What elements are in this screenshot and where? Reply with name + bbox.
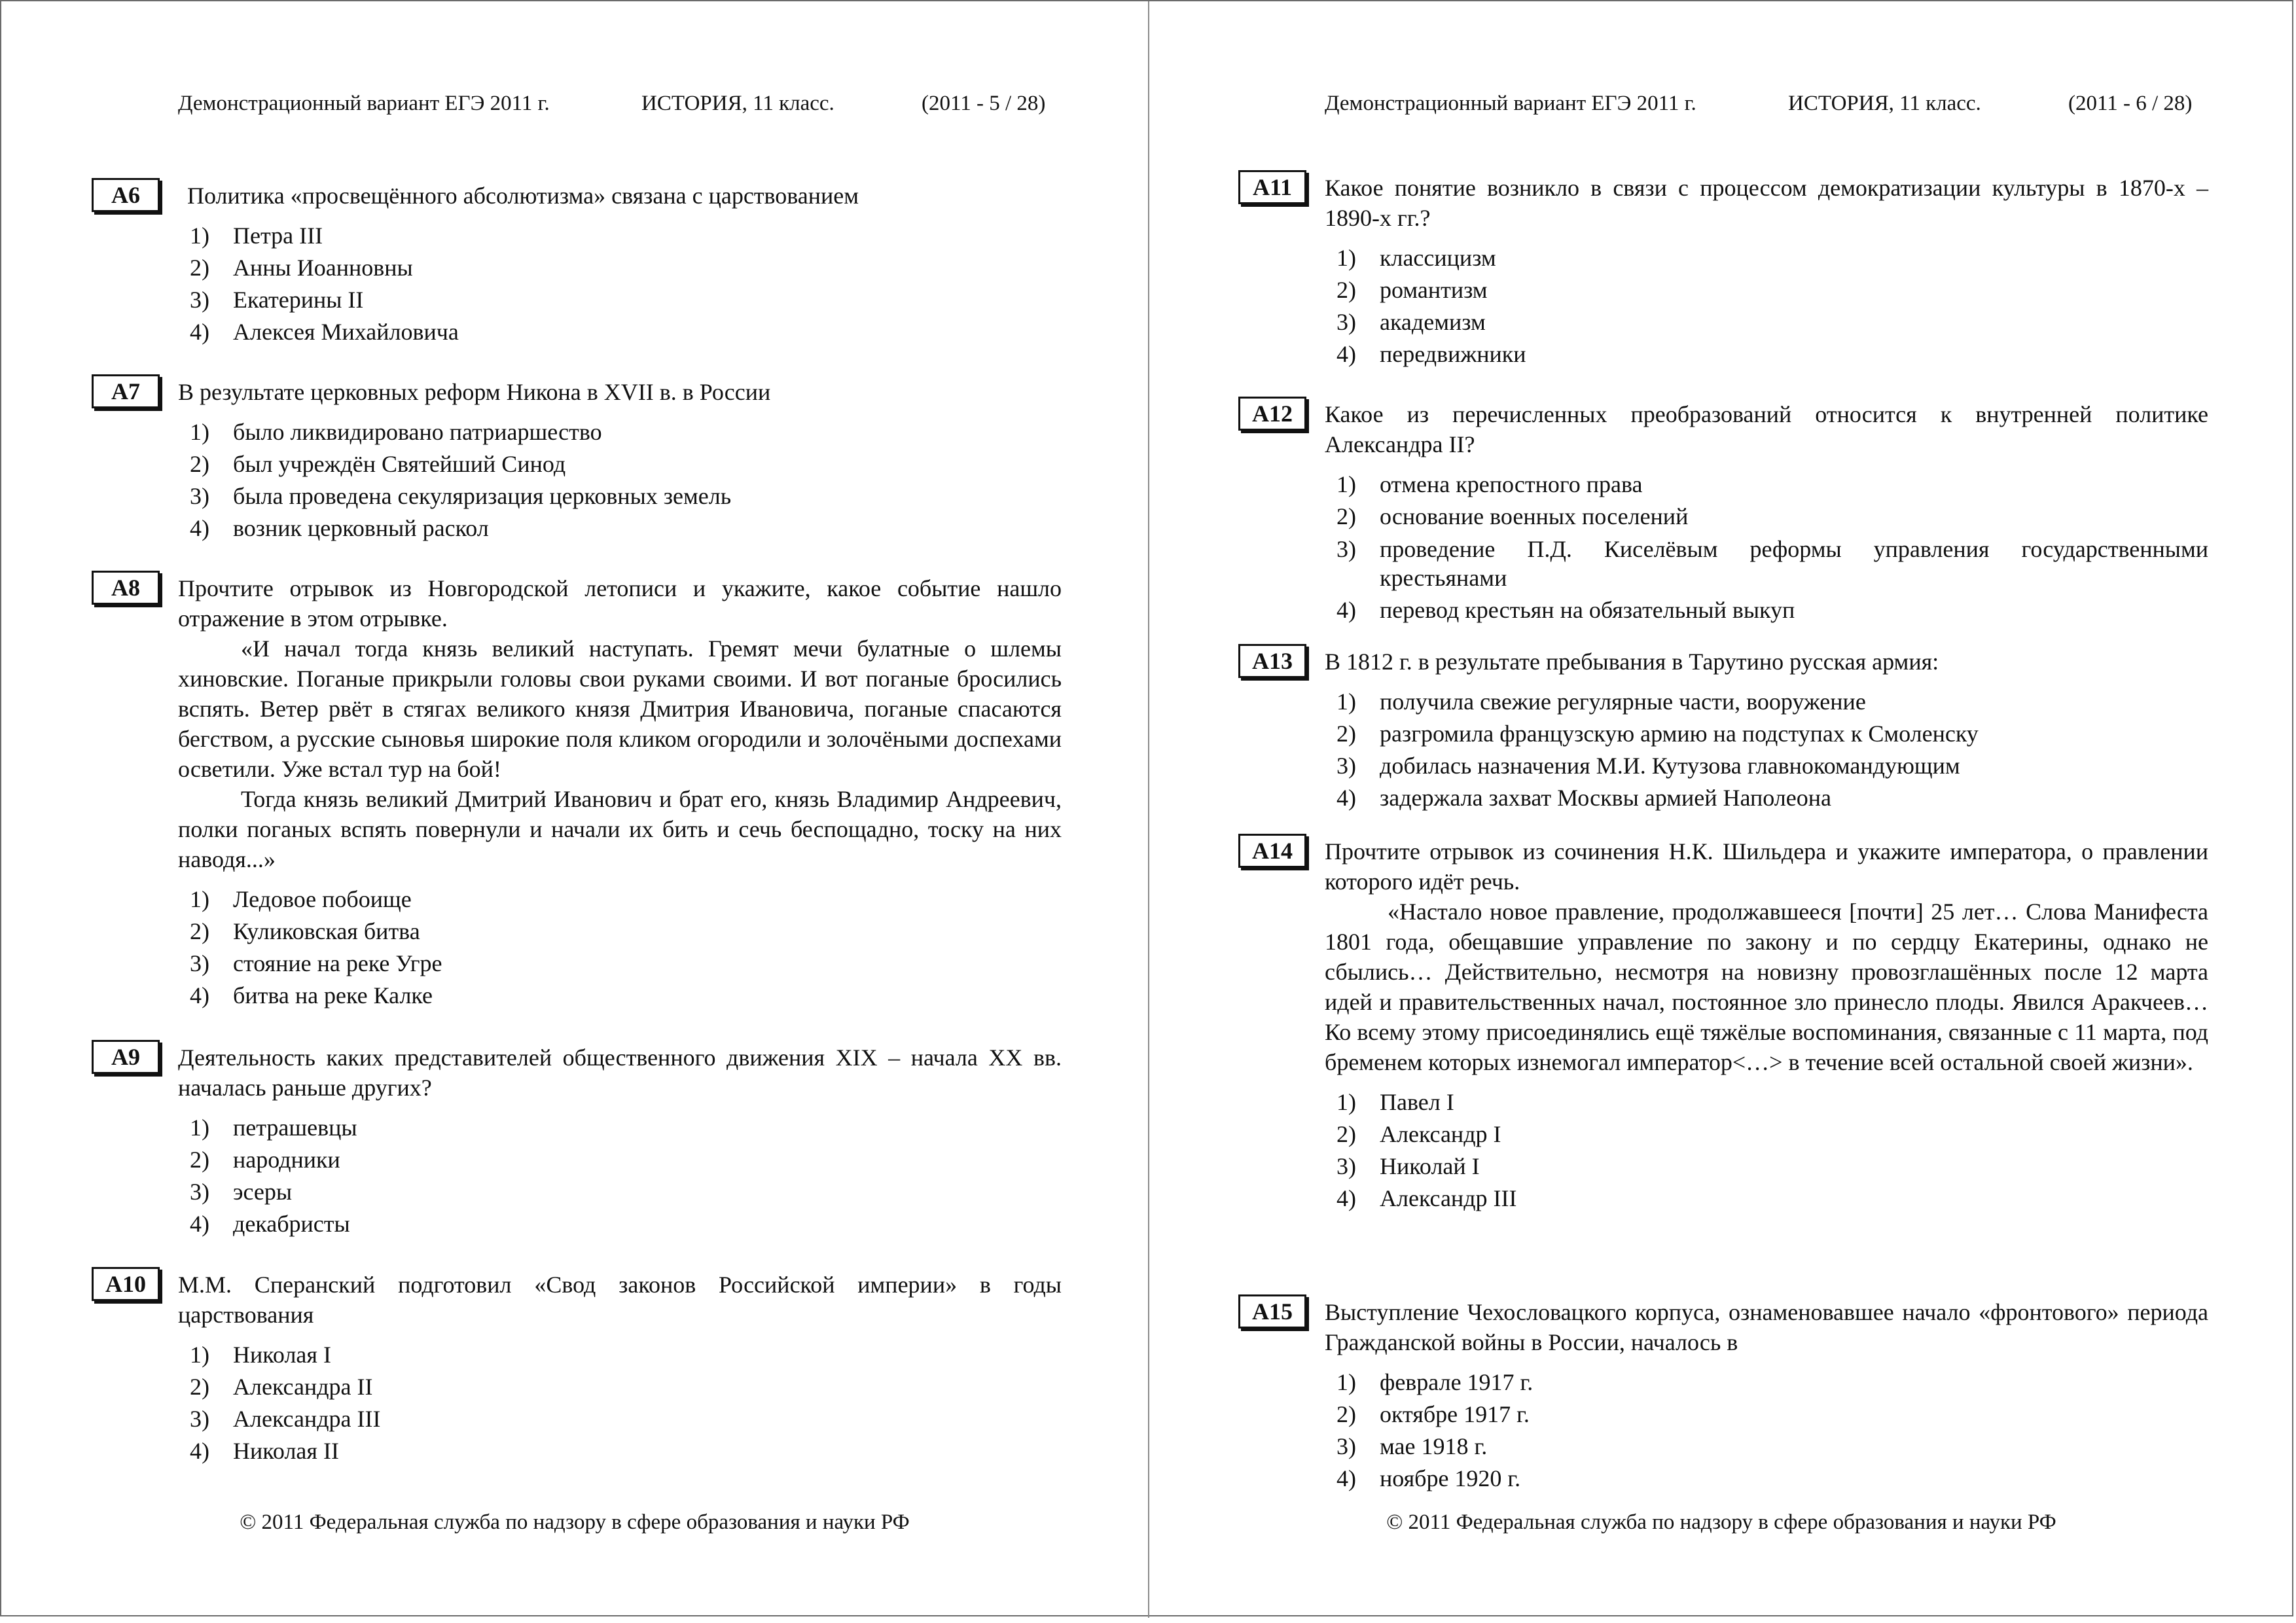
- answer-option[interactable]: 4) битва на реке Калке: [190, 982, 433, 1008]
- answer-option[interactable]: 4) Николая II: [190, 1438, 339, 1464]
- answer-option[interactable]: 2) романтизм: [1336, 277, 1488, 303]
- answer-option[interactable]: 4) Александр III: [1336, 1185, 1517, 1211]
- question-text: Выступление Чехословацкого корпуса, ознаменовавшее начало «фронтового» периода Гражданской войны в России, началось в: [1325, 1299, 2208, 1355]
- header-exam-title: Демонстрационный вариант ЕГЭ 2011 г.: [178, 92, 550, 115]
- header-page-number: (2011 - 5 / 28): [922, 92, 1046, 115]
- answer-option[interactable]: 1) Петра III: [190, 223, 323, 249]
- answer-option[interactable]: 4) возник церковный раскол: [190, 515, 489, 541]
- answer-option[interactable]: 2) Куликовская битва: [190, 918, 420, 944]
- answer-options: [178, 416, 1062, 544]
- answer-option[interactable]: 3) Екатерины II: [190, 287, 364, 313]
- question-a15: [1252, 1297, 2208, 1495]
- answer-option[interactable]: 2) Александр I: [1336, 1121, 1501, 1147]
- answer-option[interactable]: 1) классицизм: [1336, 245, 1496, 271]
- question-text: Какое из перечисленных преобразований относится к внутренней политике Александра II?: [1325, 401, 2208, 457]
- question-label: A11: [1238, 170, 1306, 204]
- answer-option[interactable]: 2) октябре 1917 г.: [1336, 1401, 1530, 1427]
- header-subject: ИСТОРИЯ, 11 класс.: [1788, 92, 1981, 115]
- answer-option[interactable]: 3) мае 1918 г.: [1336, 1433, 1488, 1459]
- answer-option[interactable]: 1) было ликвидировано патриаршество: [190, 419, 602, 445]
- header-page-number: (2011 - 6 / 28): [2068, 92, 2193, 115]
- question-a10: [105, 1270, 1062, 1467]
- answer-option[interactable]: 3) Николай I: [1336, 1153, 1480, 1179]
- answer-options: [178, 1112, 1062, 1240]
- answer-options: [178, 883, 1062, 1012]
- question-text: В результате церковных реформ Никона в XVII в. в России: [178, 379, 771, 405]
- question-text: Политика «просвещённого абсолютизма» связана с царствованием: [187, 183, 859, 209]
- answer-option[interactable]: 2) был учреждён Святейший Синод: [190, 451, 566, 477]
- answer-option[interactable]: 3) академизм: [1336, 309, 1486, 335]
- question-label: A14: [1238, 834, 1306, 868]
- answer-option[interactable]: 4) ноябре 1920 г.: [1336, 1465, 1521, 1491]
- question-text: Прочтите отрывок из Новгородской летописи и укажите, какое событие нашло отражение в этом отрывке.: [178, 575, 1062, 632]
- copyright-footer: © 2011 Федеральная служба по надзору в сфере образования и науки РФ: [1386, 1510, 2056, 1534]
- question-a6: [111, 181, 1062, 348]
- question-text: Деятельность каких представителей общественного движения XIX – начала XX вв. началась раньше других?: [178, 1044, 1062, 1101]
- answer-option[interactable]: 1) Павел I: [1336, 1089, 1454, 1115]
- copyright-footer: © 2011 Федеральная служба по надзору в сфере образования и науки РФ: [240, 1510, 910, 1534]
- quote-paragraph: «Настало новое правление, продолжавшееся [почти] 25 лет… Слова Манифеста 1801 года, обещавшие управление по закону и по сердцу Екатерины, однако не сбылись… Действительно, несмотря на новизну провозглашённых после 12 марта идей и правительственных начал, постоянное зло принесло плоды. Явился Аракчеев… Ко всему этому присоединялись ещё тяжёлые воспоминания, связанные с 11 марта, под бременем которых изнемогал император<…> в течение всей остальной своей жизни».: [1325, 899, 2208, 1075]
- question-a11: [1252, 173, 2208, 370]
- question-label: A10: [92, 1267, 160, 1301]
- answer-option[interactable]: 3) добилась назначения М.И. Кутузова главнокомандующим: [1336, 753, 1960, 779]
- answer-option[interactable]: 4) задержала захват Москвы армией Наполеона: [1336, 785, 1831, 811]
- answer-option[interactable]: 1) отмена крепостного права: [1336, 471, 1643, 497]
- question-text: Какое понятие возникло в связи с процессом демократизации культуры в 1870-х – 1890-х гг.?: [1325, 175, 2208, 231]
- question-a7: [111, 377, 1062, 544]
- answer-options: [178, 220, 1062, 348]
- question-a8: [111, 573, 1062, 1012]
- page-6: [1148, 1, 2295, 1618]
- answer-option[interactable]: 4) передвижники: [1336, 341, 1526, 367]
- answer-option[interactable]: 4) Алексея Михайловича: [190, 319, 459, 345]
- header-subject: ИСТОРИЯ, 11 класс.: [641, 92, 834, 115]
- answer-option[interactable]: 1) Николая I: [190, 1342, 331, 1368]
- answer-option[interactable]: 3) Александра III: [190, 1406, 381, 1432]
- question-a14: [1252, 836, 2208, 1215]
- answer-option[interactable]: 2) основание военных поселений: [1336, 503, 1689, 529]
- answer-options: [1325, 469, 2208, 626]
- answer-option[interactable]: 1) петрашевцы: [190, 1115, 357, 1141]
- answer-options: [1325, 1366, 2208, 1495]
- answer-option[interactable]: 4) декабристы: [190, 1211, 350, 1237]
- answer-options: [178, 1339, 1062, 1467]
- question-text: В 1812 г. в результате пребывания в Тарутино русская армия:: [1325, 649, 1939, 675]
- answer-option[interactable]: 2) Анны Иоанновны: [190, 255, 413, 281]
- question-label: A6: [92, 178, 160, 212]
- answer-option[interactable]: 3) проведение П.Д. Киселёвым реформы управления государственными крестьянами: [1336, 536, 2208, 591]
- quote-paragraph: «И начал тогда князь великий наступать. Гремят мечи булатные о шлемы хиновские. Поганые прикрыли головы свои руками своими. И вот поганые бросились вспять. Ветер рвёт в стягах великого князя Дмитрия Ивановича, поганые спасаются бегством, а русские сыновья широкие поля кликом огородили и золочёными доспехами осветили. Уже встал тур на бой!: [178, 635, 1062, 782]
- answer-option[interactable]: 4) перевод крестьян на обязательный выкуп: [1336, 597, 1795, 623]
- question-label: A8: [92, 571, 160, 605]
- quote-paragraph: Тогда князь великий Дмитрий Иванович и брат его, князь Владимир Андреевич, полки поганых вспять повернули и начали их бить и сечь беспощадно, тоску на них наводя...»: [178, 786, 1062, 872]
- answer-option[interactable]: 2) Александра II: [190, 1374, 373, 1400]
- question-text: Прочтите отрывок из сочинения Н.К. Шильдера и укажите императора, о правлении которого идёт речь.: [1325, 838, 2208, 895]
- question-a12: [1252, 399, 2208, 626]
- question-text: М.М. Сперанский подготовил «Свод законов Российской империи» в годы царствования: [178, 1272, 1062, 1328]
- answer-option[interactable]: 1) Ледовое побоище: [190, 886, 412, 912]
- question-a9: [111, 1043, 1062, 1240]
- answer-option[interactable]: 1) феврале 1917 г.: [1336, 1369, 1534, 1395]
- question-label: A15: [1238, 1294, 1306, 1329]
- header-exam-title: Демонстрационный вариант ЕГЭ 2011 г.: [1325, 92, 1696, 115]
- answer-option[interactable]: 2) разгромила французскую армию на подступах к Смоленску: [1336, 721, 1979, 747]
- answer-options: [1325, 686, 2208, 814]
- answer-options: [1325, 1086, 2208, 1215]
- answer-option[interactable]: 3) эсеры: [190, 1179, 293, 1205]
- question-label: A7: [92, 374, 160, 408]
- answer-options: [1325, 242, 2208, 370]
- answer-option[interactable]: 3) была проведена секуляризация церковных земель: [190, 483, 732, 509]
- answer-option[interactable]: 1) получила свежие регулярные части, вооружение: [1336, 688, 1866, 715]
- page-5: [1, 1, 1148, 1618]
- question-label: A12: [1238, 397, 1306, 431]
- answer-option[interactable]: 2) народники: [190, 1147, 340, 1173]
- question-a13: [1252, 647, 2208, 814]
- answer-option[interactable]: 3) стояние на реке Угре: [190, 950, 442, 976]
- question-label: A13: [1238, 644, 1306, 678]
- question-label: A9: [92, 1040, 160, 1074]
